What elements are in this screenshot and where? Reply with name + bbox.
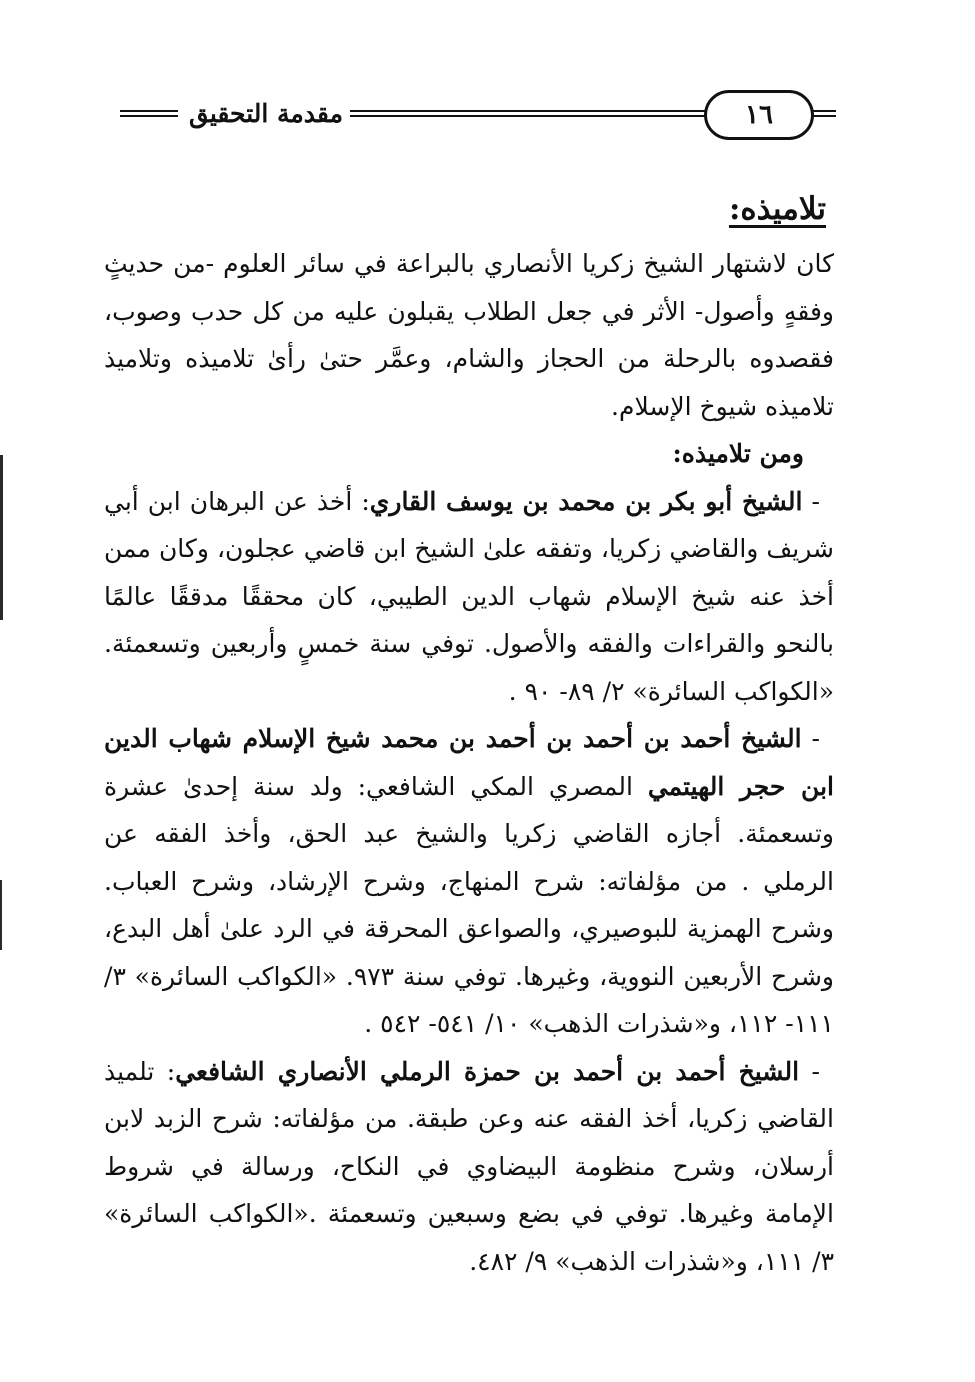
student-bio: : تلميذ القاضي زكريا، أخذ الفقه عنه وعن طبقة. من مؤلفاته: شرح الزبد لابن أرسلان، وشرح منظومة البيضاوي في النكاح، ورسالة في شروط الإمامة وغيرها. توفي في بضع وسبعين وتسعمئة .«الكواكب السائرة» ٣/ ١١١، و«شذرات الذهب» ٩/ ٤٨٢. — [104, 1056, 834, 1276]
student-name: الشيخ أبو بكر بن محمد بن يوسف القاري — [369, 486, 803, 516]
page-edge-mark — [0, 880, 2, 950]
entry-dash: - — [802, 486, 820, 516]
intro-paragraph: كان لاشتهار الشيخ زكريا الأنصاري بالبراعة في سائر العلوم -من حديثٍ وفقهٍ وأصول- الأثر في جعل الطلاب يقبلون عليه من كل حدب وصوب، فقصدوه بالرحلة من الحجاز والشام، وعمَّر حتىٰ رأىٰ تلاميذه وتلاميذ تلاميذه شيوخ الإسلام. — [104, 249, 834, 421]
page-number: ١٦ — [704, 90, 814, 140]
students-heading: ومن تلاميذه: — [672, 439, 804, 468]
page-edge-mark — [0, 455, 3, 620]
page-body — [104, 186, 834, 1285]
running-header — [120, 88, 832, 144]
section-heading: تلاميذه: — [728, 191, 826, 227]
student-name: الشيخ أحمد بن أحمد بن أحمد بن محمد شيخ الإسلام شهاب الدين ابن حجر الهيتمي — [104, 724, 834, 801]
student-entry — [104, 1048, 834, 1286]
entry-dash: - — [801, 724, 820, 753]
running-title: مقدمة التحقيق — [189, 99, 343, 128]
student-entry — [104, 715, 834, 1048]
student-name: الشيخ أحمد بن أحمد بن حمزة الرملي الأنصاري الشافعي — [175, 1056, 800, 1086]
entry-dash: - — [799, 1056, 820, 1086]
student-bio: : أخذ عن البرهان ابن أبي شريف والقاضي زكريا، وتفقه علىٰ الشيخ ابن قاضي عجلون، وكان ممن أخذ عنه شيخ الإسلام شهاب الدين الطيبي، كان محققًا مدققًا عالمًا بالنحو والقراءات والفقه والأصول. توفي سنة خمسٍ وأربعين وتسعمئة. «الكواكب السائرة» ٢/ ٨٩- ٩٠ . — [104, 486, 834, 706]
student-bio: المصري المكي الشافعي: ولد سنة إحدىٰ عشرة وتسعمئة. أجازه القاضي زكريا والشيخ عبد الحق، وأخذ الفقه عن الرملي . من مؤلفاته: شرح المنهاج، وشرح الإرشاد، وشرح العباب. وشرح الهمزية للبوصيري، والصواعق المحرقة في الرد علىٰ أهل البدع، وشرح الأربعين النووية، وغيرها. توفي سنة ٩٧٣. «الكواكب السائرة» ٣/ ١١١- ١١٢، و«شذرات الذهب» ١٠/ ٥٤١- ٥٤٢ . — [104, 771, 834, 1038]
header-rule — [120, 110, 178, 117]
student-entry — [104, 478, 834, 716]
